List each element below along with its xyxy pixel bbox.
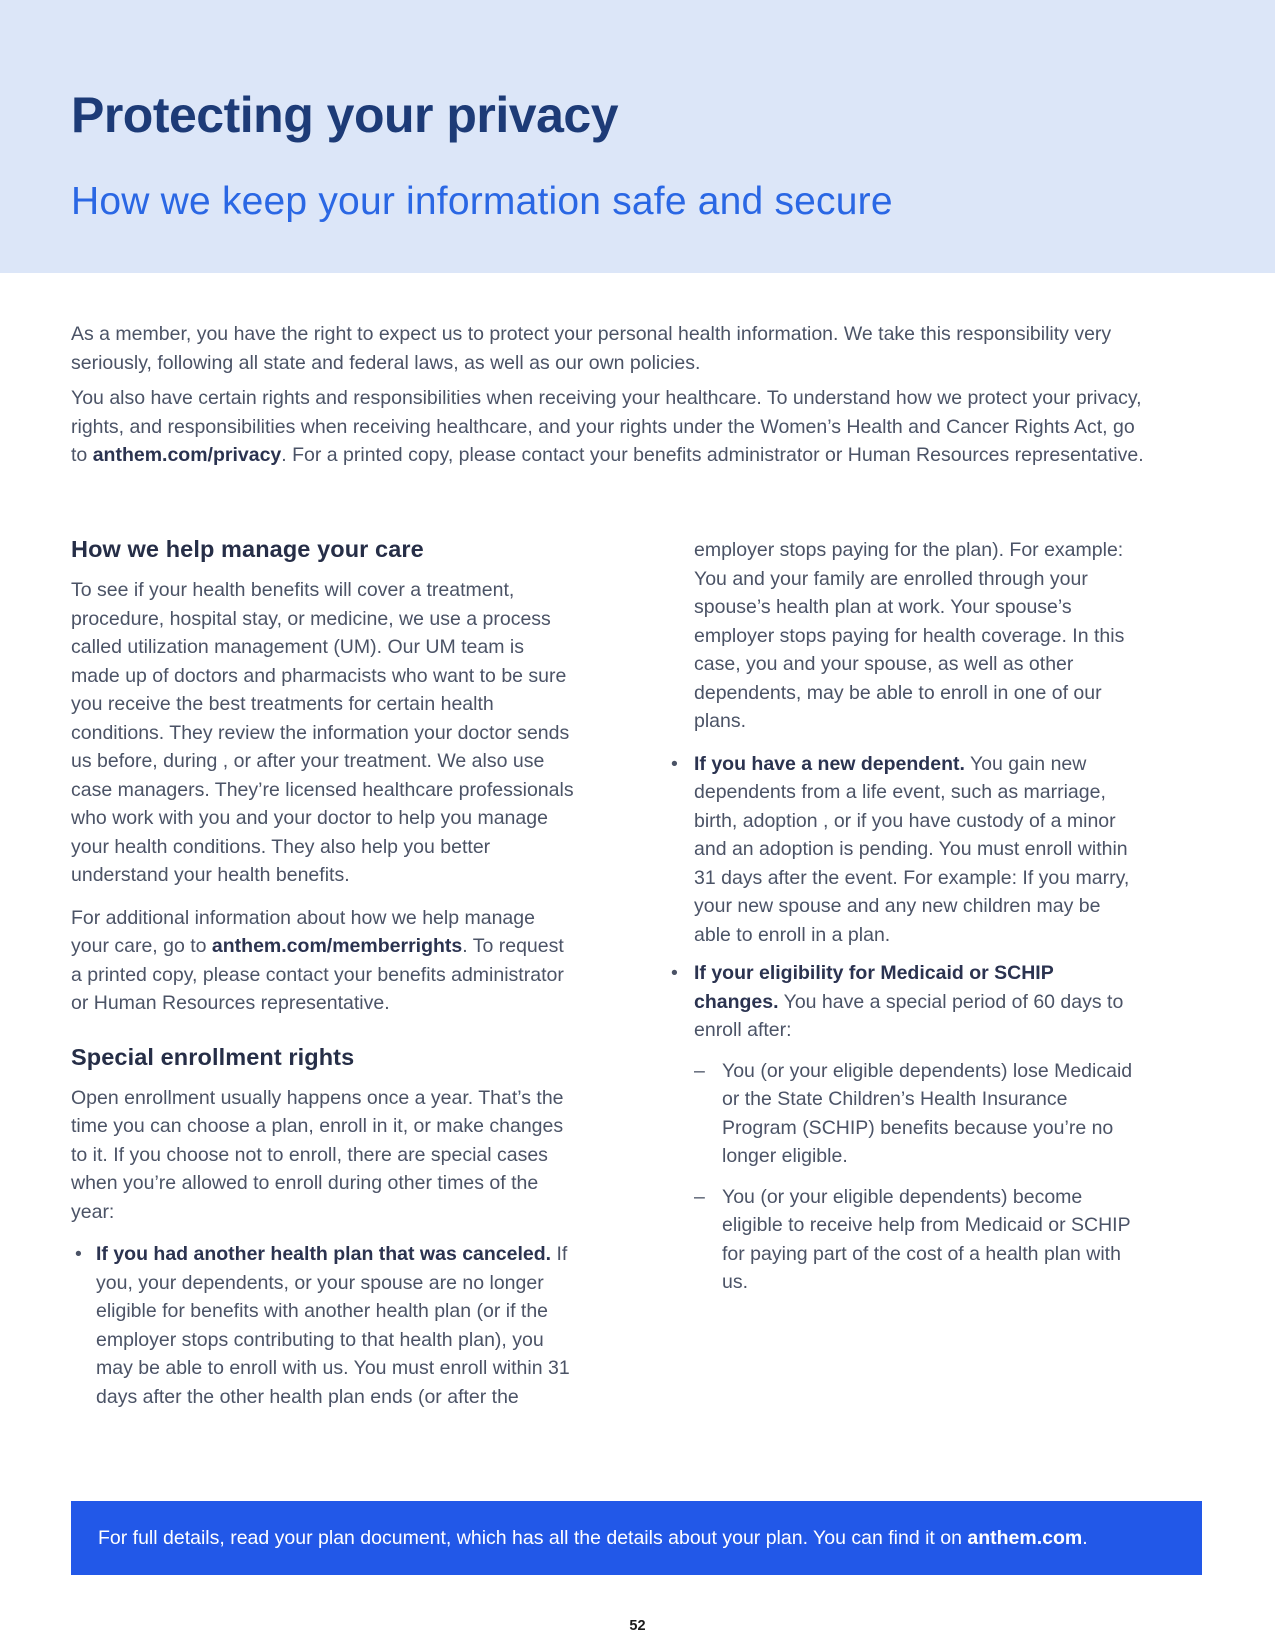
intro-paragraph-2-text-after: . For a printed copy, please contact your benefits administrator or Human Resources representative. <box>281 444 1144 466</box>
bullet-icon: • <box>75 1243 82 1265</box>
intro-paragraph-1: As a member, you have the right to expect us to protect your personal health information. We take this responsibility very seriously, following all state and federal laws, as well as our own policies. <box>71 323 1112 374</box>
footer-text-post: . <box>1082 1527 1088 1549</box>
section-heading-special-enrollment: Special enrollment rights <box>71 1043 355 1070</box>
list-item-medicaid-schip <box>660 959 1142 1045</box>
page-title: Protecting your privacy <box>71 87 618 143</box>
manage-care-paragraph-2-text-after: . To request a printed copy, please contact your benefits administrator or Human Resources representative. <box>71 935 564 1014</box>
column-gap <box>578 536 660 1421</box>
bullet-icon: • <box>671 962 678 984</box>
footer-callout-banner <box>71 1501 1202 1575</box>
section-heading-manage-care: How we help manage your care <box>71 536 424 562</box>
list-item-body: You have a special period of 60 days to enroll after: <box>694 990 1124 1041</box>
privacy-url-link[interactable]: anthem.com/privacy <box>92 444 282 466</box>
intro-paragraph-2-text: You also have certain rights and responsibilities when receiving your healthcare. To understand how we protect your privacy, rights, and responsibilities when receiving healthcare, and your rights under the Women’s Health and Cancer Rights Act, go to <box>71 387 1142 466</box>
manage-care-paragraph-2-text: For additional information about how we help manage your care, go to <box>71 906 535 957</box>
list-item-body: If you, your dependents, or your spouse are no longer eligible for benefits with another health plan (or if the employer stops contributing to that health plan), you may be able to enroll with us. You must enroll within 31 days after the other health plan ends (or after the <box>96 1243 570 1408</box>
dash-icon: – <box>694 1185 705 1208</box>
list-item-lead-bold: If your eligibility for Medicaid or SCHIP changes. <box>694 962 1054 1013</box>
page-subtitle: How we keep your information safe and secure <box>71 180 893 223</box>
list-item-lead-bold: If you have a new dependent. <box>694 752 965 775</box>
list-item-text <box>694 750 1142 950</box>
footer-text <box>98 1525 1088 1551</box>
sub-list-item-lose-medicaid <box>694 1057 1142 1171</box>
sub-list-item-text: You (or your eligible dependents) become eligible to receive help from Medicaid or SCHIP for paying part of the cost of a health plan with us. <box>722 1185 1131 1293</box>
list-item-new-dependent <box>660 750 1142 950</box>
sub-list-item-text: You (or your eligible dependents) lose Medicaid or the State Children’s Health Insurance Program (SCHIP) benefits because you’re no longer eligible. <box>722 1059 1133 1167</box>
intro-paragraph-2 <box>71 384 1149 470</box>
special-enrollment-paragraph: Open enrollment usually happens once a year. That’s the time you can choose a plan, enroll in it, or make changes to it. If you choose not to enroll, there are special cases when you’re allowed to enroll during other times of the year: <box>71 1086 564 1223</box>
memberrights-url-link[interactable]: anthem.com/memberrights <box>211 935 463 957</box>
manage-care-paragraph-1: To see if your health benefits will cover a treatment, procedure, hospital stay, or medicine, we use a process called utilization management (UM). Our UM team is made up of doctors and pharmacists who want to be sure you receive the best treatments for certain health conditions. They review the information your doctor sends us before, during , or after your treatment. We also use case managers. They’re licensed healthcare professionals who work with you and your doctor to help you manage your health conditions. They also help you better understand your health benefits. <box>71 579 574 886</box>
footer-text-pre: For full details, read your plan document, which has all the details about your plan. You can find it on <box>98 1527 968 1549</box>
dash-icon: – <box>694 1059 705 1082</box>
page-number: 52 <box>629 1618 646 1634</box>
sub-list-item-become-eligible <box>694 1183 1142 1297</box>
list-item-canceled-plan <box>71 1240 578 1411</box>
canceled-plan-continuation: employer stops paying for the plan). For example: You and your family are enrolled through your spouse’s health plan at work. Your spouse’s employer stops paying for health coverage. In this case, you and your spouse, as well as other dependents, may be able to enroll in one of our plans. <box>694 539 1125 732</box>
list-item-body: You gain new dependents from a life event, such as marriage, birth, adoption , or if you have custody of a minor and an adoption is pending. You must enroll within 31 days after the event. For example: If you marry, your new spouse and any new children may be able to enroll in a plan. <box>694 752 1130 946</box>
left-column <box>71 536 578 1421</box>
anthem-url-link[interactable]: anthem.com <box>967 1527 1083 1549</box>
two-column-body <box>71 536 1204 1421</box>
right-column <box>660 536 1142 1421</box>
list-item-text <box>694 959 1142 1045</box>
bullet-icon: • <box>671 752 678 775</box>
manage-care-paragraph-2 <box>71 904 578 1018</box>
intro-section <box>71 320 1149 477</box>
list-item-lead-bold: If you had another health plan that was canceled. <box>96 1243 552 1265</box>
list-item-text <box>96 1240 578 1411</box>
page-header-banner <box>0 0 1275 273</box>
